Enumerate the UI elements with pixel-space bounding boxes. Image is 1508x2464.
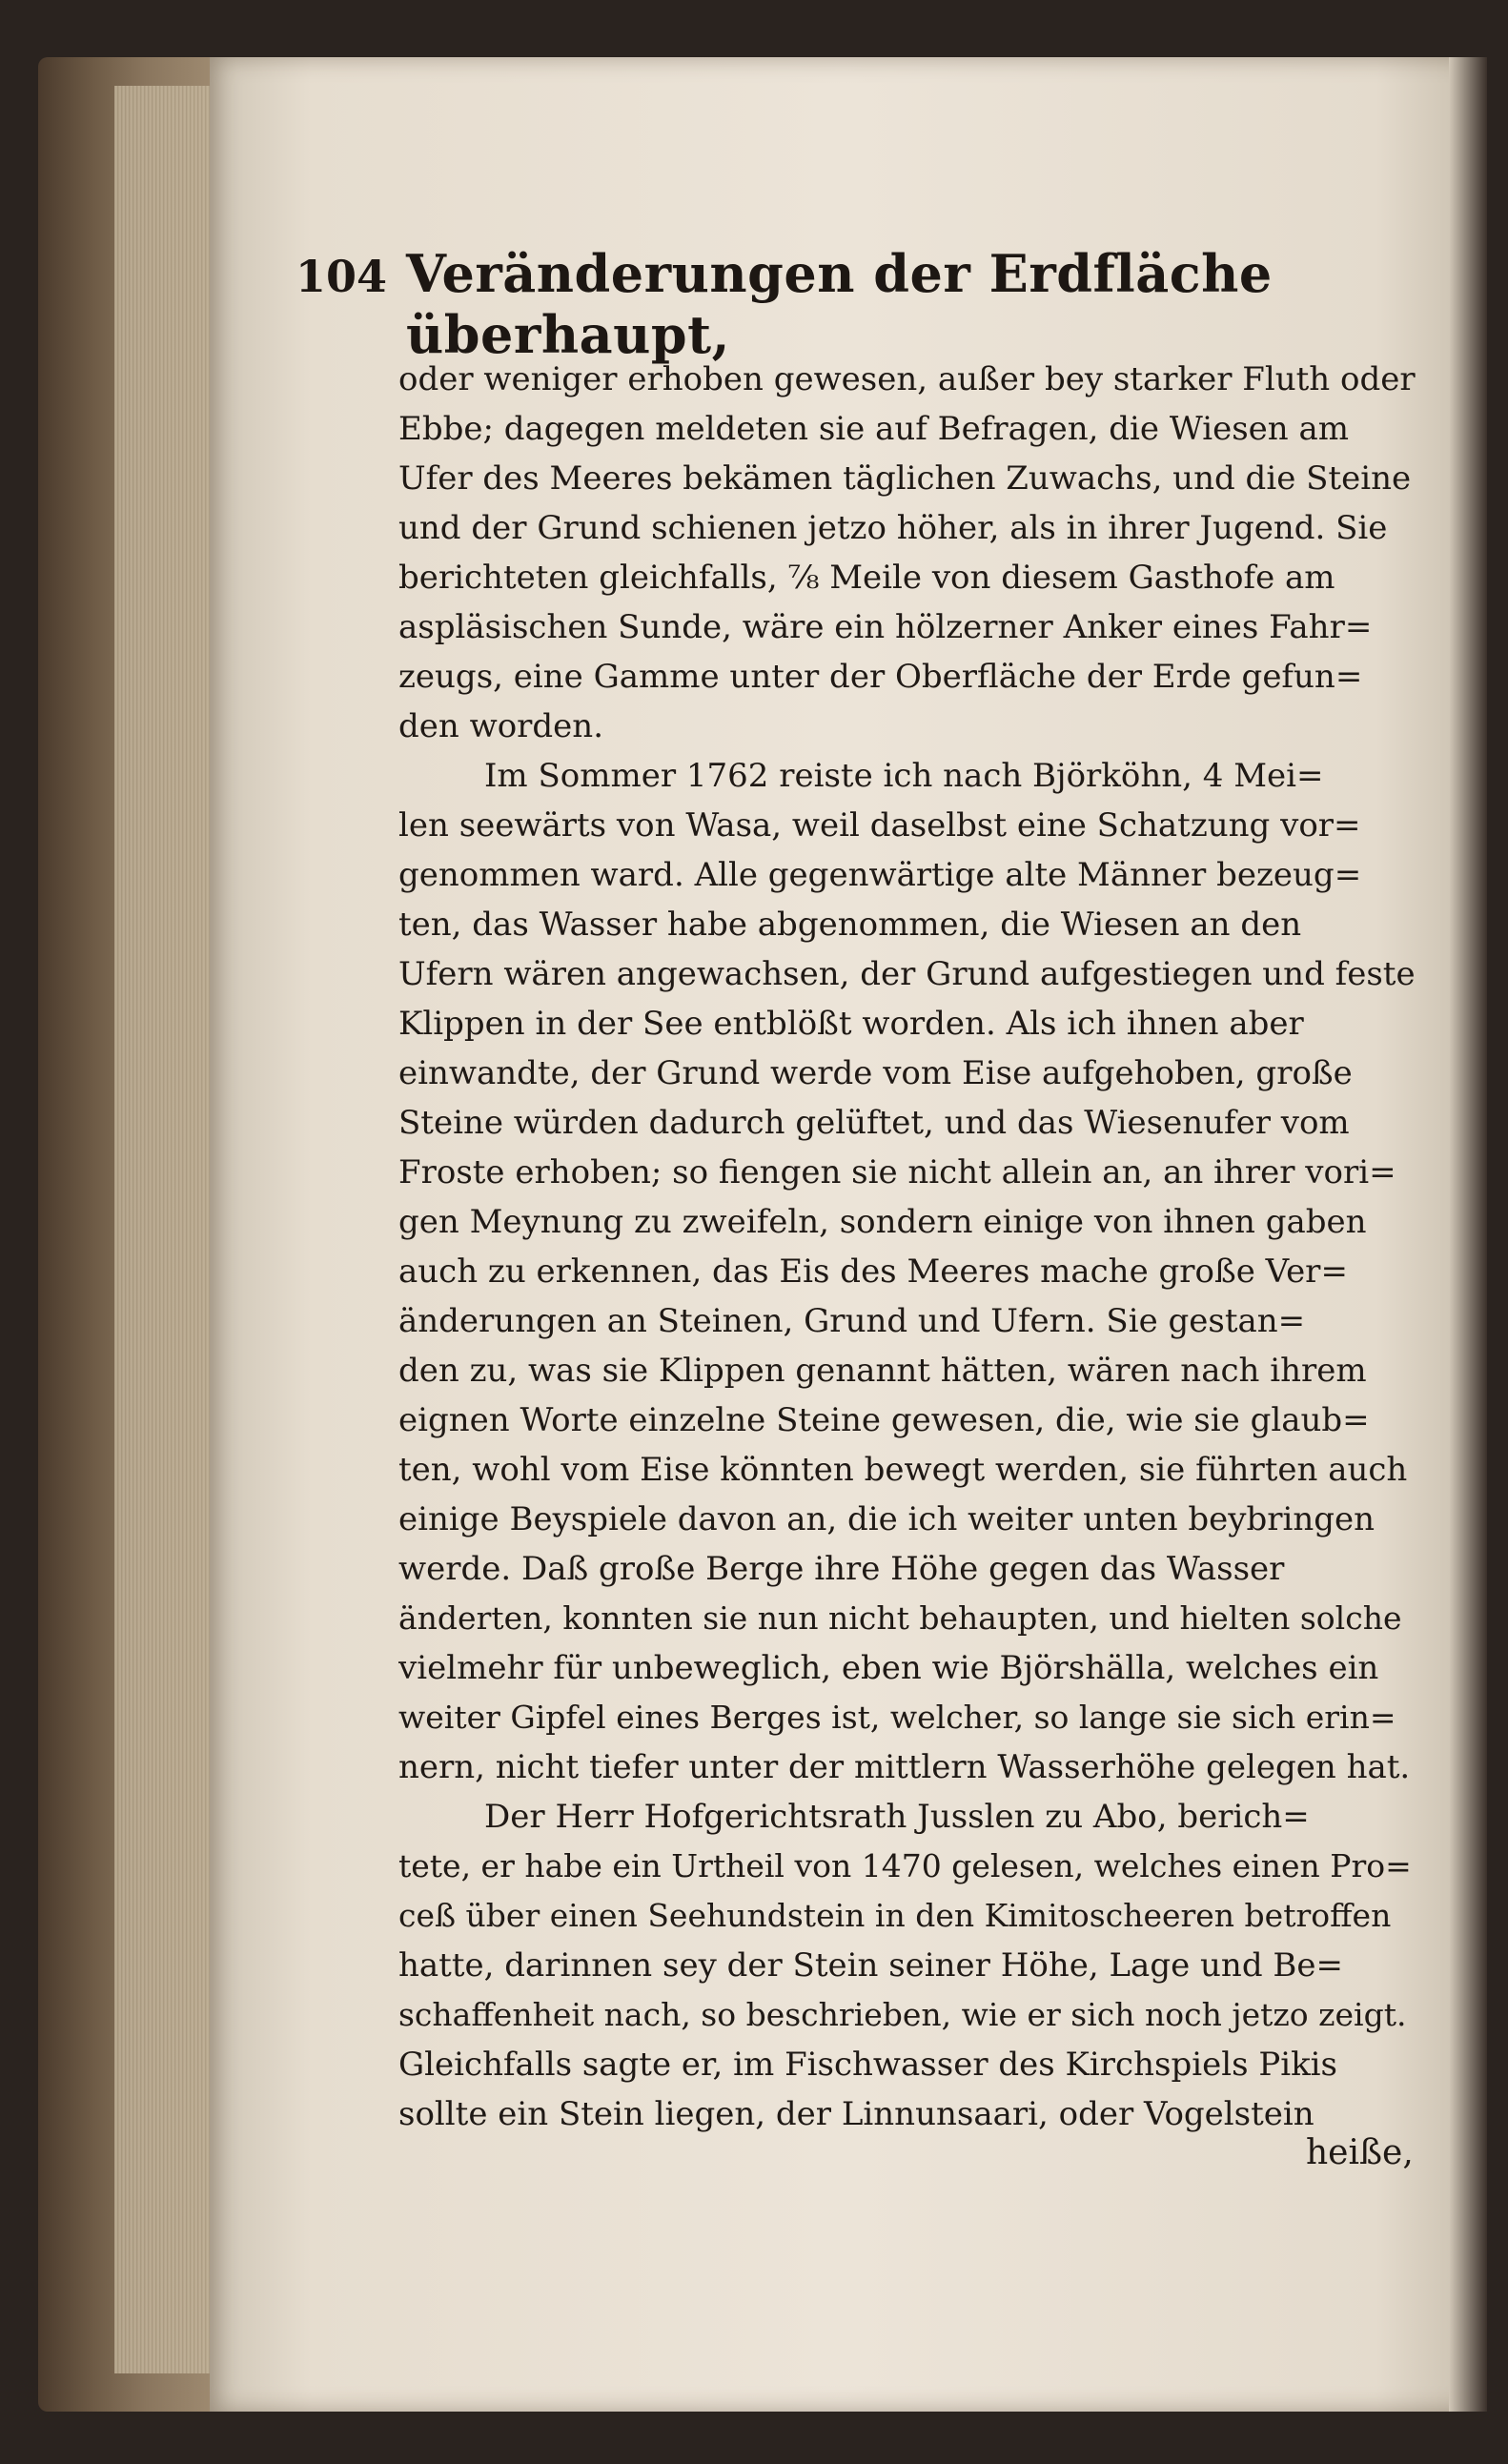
body-text: [398, 355, 1416, 2139]
page-header: [295, 243, 1439, 365]
catchword: heiße,: [1306, 2133, 1414, 2172]
text-line: gen Meynung zu zweifeln, sondern einige von ihnen gaben: [398, 1203, 1367, 1241]
text-line: den worden.: [398, 707, 604, 745]
text-line: Klippen in der See entblößt worden. Als ich ihnen aber: [398, 1005, 1304, 1043]
text-line: eignen Worte einzelne Steine gewesen, die, wie sie glaub=: [398, 1401, 1370, 1439]
text-line: ten, wohl vom Eise könnten bewegt werden, sie führten auch: [398, 1451, 1408, 1489]
page-number: 104: [295, 251, 388, 302]
text-line: werde. Daß große Berge ihre Höhe gegen das Wasser: [398, 1550, 1285, 1588]
paragraph-start-line: Der Herr Hofgerichtsrath Jusslen zu Abo, berich=: [484, 1798, 1310, 1836]
text-line: den zu, was sie Klippen genannt hätten, wären nach ihrem: [398, 1352, 1367, 1390]
text-line: änderungen an Steinen, Grund und Ufern. Sie gestan=: [398, 1302, 1306, 1340]
text-line: änderten, konnten sie nun nicht behaupten, und hielten solche: [398, 1599, 1402, 1637]
text-line: tete, er habe ein Urtheil von 1470 gelesen, welches einen Pro=: [398, 1847, 1412, 1884]
text-line: Ufer des Meeres bekämen täglichen Zuwachs, und die Steine: [398, 459, 1412, 498]
text-line: ceß über einen Seehundstein in den Kimitoscheeren betroffen: [398, 1897, 1392, 1934]
text-line: Steine würden dadurch gelüftet, und das Wiesenufer vom: [398, 1104, 1350, 1142]
text-line: oder weniger erhoben gewesen, außer bey starker Fluth oder: [398, 360, 1416, 398]
text-line: ten, das Wasser habe abgenommen, die Wiesen an den: [398, 906, 1302, 944]
text-line: einige Beyspiele davon an, die ich weiter unten beybringen: [398, 1500, 1376, 1538]
text-line: auch zu erkennen, das Eis des Meeres mache große Ver=: [398, 1252, 1348, 1291]
text-line: zeugs, eine Gamme unter der Oberfläche der Erde gefun=: [398, 658, 1363, 696]
text-line: weiter Gipfel eines Berges ist, welcher, so lange sie sich erin=: [398, 1699, 1396, 1736]
text-line: Ebbe; dagegen meldeten sie auf Befragen, die Wiesen am: [398, 410, 1349, 448]
text-line: sollte ein Stein liegen, der Linnunsaari, oder Vogelstein: [398, 2095, 1314, 2133]
paragraph-start-line: Im Sommer 1762 reiste ich nach Björköhn, 4 Mei=: [484, 757, 1324, 795]
text-line: vielmehr für unbeweglich, eben wie Björshälla, welches ein: [398, 1649, 1379, 1687]
text-line: schaffenheit nach, so beschrieben, wie er sich noch jetzo zeigt.: [398, 1996, 1407, 2033]
text-line: berichteten gleichfalls, ⅞ Meile von diesem Gasthofe am: [398, 559, 1335, 597]
text-line: aspläsischen Sunde, wäre ein hölzerner Anker eines Fahr=: [398, 608, 1373, 646]
text-line: nern, nicht tiefer unter der mittlern Wasserhöhe gelegen hat.: [398, 1748, 1411, 1786]
text-line: genommen ward. Alle gegenwärtige alte Männer bezeug=: [398, 856, 1362, 894]
text-line: und der Grund schienen jetzo höher, als in ihrer Jugend. Sie: [398, 509, 1388, 547]
page-gutter-shadow: [1449, 57, 1487, 2412]
running-title: Veränderungen der Erdfläche überhaupt,: [406, 243, 1273, 365]
text-line: Froste erhoben; so fiengen sie nicht allein an, an ihrer vori=: [398, 1153, 1396, 1191]
text-line: Gleichfalls sagte er, im Fischwasser des Kirchspiels Pikis: [398, 2046, 1338, 2084]
text-line: len seewärts von Wasa, weil daselbst eine Schatzung vor=: [398, 806, 1361, 845]
text-line: hatte, darinnen sey der Stein seiner Höhe, Lage und Be=: [398, 1946, 1343, 1985]
text-line: einwandte, der Grund werde vom Eise aufgehoben, große: [398, 1054, 1353, 1092]
text-line: Ufern wären angewachsen, der Grund aufgestiegen und feste: [398, 955, 1416, 993]
